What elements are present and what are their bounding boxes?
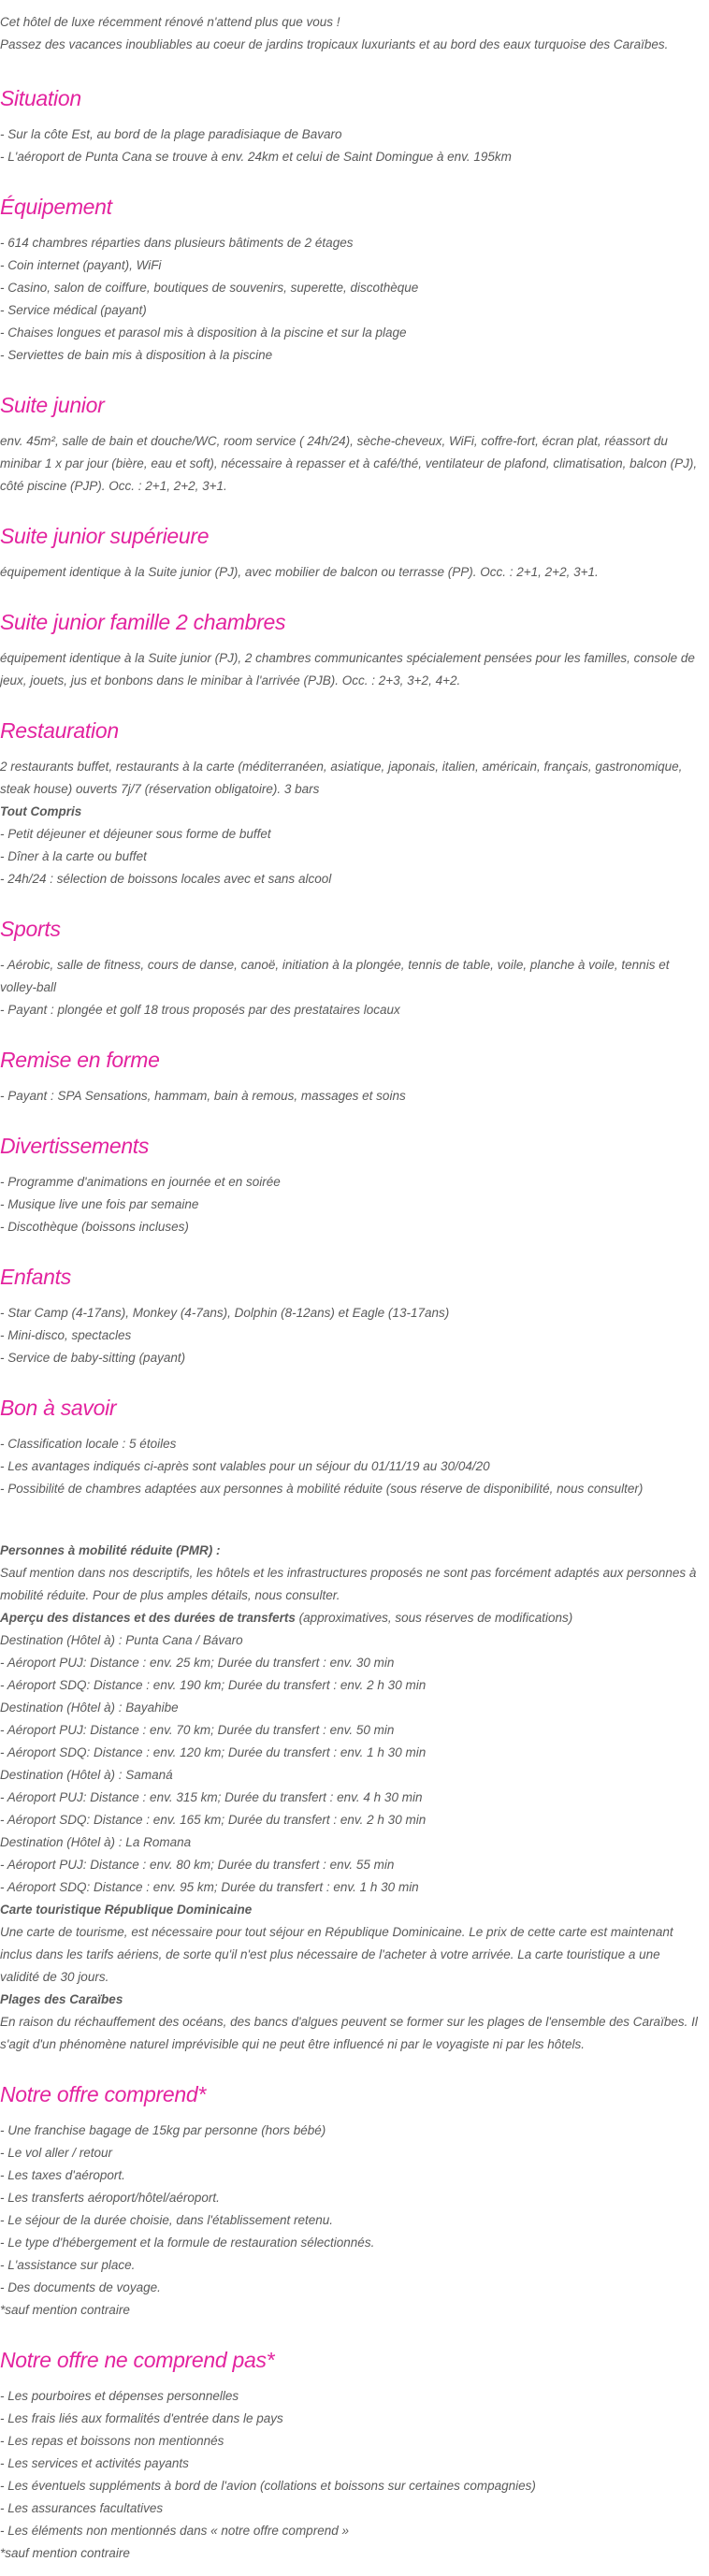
section-line: - Le séjour de la durée choisie, dans l'établissement retenu. <box>0 2213 334 2227</box>
transfer-line: - Aéroport PUJ: Distance : env. 80 km; Durée du transfert : env. 55 min <box>0 1858 395 1872</box>
section-line: équipement identique à la Suite junior (PJ), avec mobilier de balcon ou terrasse (PP). Occ. : 2+1, 2+2, 3+1. <box>0 565 599 579</box>
transfer-line: - Aéroport SDQ: Distance : env. 95 km; Durée du transfert : env. 1 h 30 min <box>0 1880 419 1894</box>
section-line: - Mini-disco, spectacles <box>0 1328 132 1342</box>
section-equipement <box>0 185 702 367</box>
section-line: - Serviettes de bain mis à disposition à la piscine <box>0 348 273 362</box>
section-title: Suite junior famille 2 chambres <box>0 610 286 634</box>
section-subtitle: Tout Compris <box>0 804 82 818</box>
section-line: - L'assistance sur place. <box>0 2258 136 2272</box>
section-line: - Les avantages indiqués ci-après sont valables pour un séjour du 01/11/19 au 30/04/20 <box>0 1459 490 1473</box>
section-body <box>0 1085 702 1107</box>
section-line: équipement identique à la Suite junior (PJ), 2 chambres communicantes spécialement pensées pour les familles, console de jeux, jouets, jus et bonbons dans le minibar à l'arrivée (PJB). Occ. : 2+3, 3+2, 4+2. <box>0 651 695 687</box>
footnote: *sauf mention contraire <box>0 2546 130 2560</box>
section-line: - Aérobic, salle de fitness, cours de danse, canoë, initiation à la plongée, tennis de table, voile, planche à voile, tennis et volley-ball <box>0 958 670 994</box>
section-bon-a-savoir <box>0 1386 702 1500</box>
section-offer-excludes <box>0 2338 702 2565</box>
section-title: Bon à savoir <box>0 1396 117 1420</box>
section-situation <box>0 77 702 168</box>
section-line: - Casino, salon de coiffure, boutiques de souvenirs, superette, discothèque <box>0 281 419 295</box>
section-suite-junior <box>0 384 702 498</box>
tourist-card-title: Carte touristique République Dominicaine <box>0 1903 253 1917</box>
transfer-line: - Aéroport SDQ: Distance : env. 165 km; Durée du transfert : env. 2 h 30 min <box>0 1813 427 1827</box>
section-line: - Les frais liés aux formalités d'entrée dans le pays <box>0 2411 283 2425</box>
section-line: - Possibilité de chambres adaptées aux personnes à mobilité réduite (sous réserve de disponibilité, nous consulter) <box>0 1482 644 1496</box>
transfer-line: - Aéroport PUJ: Distance : env. 25 km; Durée du transfert : env. 30 min <box>0 1656 395 1670</box>
pmr-text: Sauf mention dans nos descriptifs, les hôtels et les infrastructures proposés ne sont pas forcément adaptés aux personnes à mobilité réduite. Pour de plus amples détails, nous consulter. <box>0 1566 697 1602</box>
intro-line: Cet hôtel de luxe récemment rénové n'attend plus que vous ! <box>0 15 340 29</box>
section-title: Remise en forme <box>0 1048 160 1072</box>
tourist-card-text: Une carte de tourisme, est nécessaire pour tout séjour en République Dominicaine. Le prix de cette carte est maintenant inclus dans les tarifs aériens, de sorte qu'il n'est plus nécessaire de l'acheter à votre arrivée. La carte touristique a une validité de 30 jours. <box>0 1925 673 1984</box>
beaches-text: En raison du réchauffement des océans, des bancs d'algues peuvent se former sur les plages de l'ensemble des Caraïbes. Il s'agit d'un phénomène naturel imprévisible qui ne peut être influencé ni par le voyagiste ni par les hôtels. <box>0 2015 698 2051</box>
section-line: - Chaises longues et parasol mis à disposition à la piscine et sur la plage <box>0 326 407 340</box>
section-body <box>0 430 702 498</box>
section-divertissements <box>0 1124 702 1238</box>
section-line: - Payant : plongée et golf 18 trous proposés par des prestataires locaux <box>0 1003 400 1017</box>
section-title: Équipement <box>0 195 112 219</box>
section-line: - Dîner à la carte ou buffet <box>0 849 147 863</box>
section-line: - L'aéroport de Punta Cana se trouve à env. 24km et celui de Saint Domingue à env. 195km <box>0 150 512 164</box>
section-title: Notre offre comprend* <box>0 2082 206 2106</box>
transfer-line: - Aéroport SDQ: Distance : env. 190 km; Durée du transfert : env. 2 h 30 min <box>0 1678 427 1692</box>
section-line: env. 45m², salle de bain et douche/WC, room service ( 24h/24), sèche-cheveux, WiFi, coffre-fort, écran plat, réassort du minibar 1 x par jour (bière, eau et soft), nécessaire à repasser et à café/thé, ventilateur de plafond, climatisation, balcon (PJ), côté piscine (PJP). Occ. : 2+1, 2+2, 3+1. <box>0 434 698 493</box>
transfer-line: - Aéroport PUJ: Distance : env. 70 km; Durée du transfert : env. 50 min <box>0 1723 395 1737</box>
section-body <box>0 647 702 692</box>
section-suite-junior-superieure <box>0 514 702 584</box>
beaches-title: Plages des Caraïbes <box>0 1992 123 2006</box>
section-line: - Payant : SPA Sensations, hammam, bain à remous, massages et soins <box>0 1089 406 1103</box>
section-title: Situation <box>0 86 81 110</box>
transfers-title: Aperçu des distances et des durées de transferts <box>0 1611 296 1625</box>
section-title: Suite junior <box>0 393 105 417</box>
section-line: - Petit déjeuner et déjeuner sous forme de buffet <box>0 827 271 841</box>
footnote: *sauf mention contraire <box>0 2303 130 2317</box>
section-body <box>0 123 702 168</box>
transfer-line: - Aéroport SDQ: Distance : env. 120 km; Durée du transfert : env. 1 h 30 min <box>0 1745 427 1759</box>
section-offer-includes <box>0 2073 702 2322</box>
pmr-title: Personnes à mobilité réduite (PMR) : <box>0 1543 221 1557</box>
section-line: - Les éventuels suppléments à bord de l'avion (collations et boissons sur certaines compagnies) <box>0 2479 536 2493</box>
section-line: - Une franchise bagage de 15kg par personne (hors bébé) <box>0 2123 326 2137</box>
section-line: - 24h/24 : sélection de boissons locales avec et sans alcool <box>0 872 332 886</box>
transfer-line: - Aéroport PUJ: Distance : env. 315 km; Durée du transfert : env. 4 h 30 min <box>0 1790 423 1804</box>
section-line: 2 restaurants buffet, restaurants à la carte (méditerranéen, asiatique, japonais, italien, américain, français, gastronomique, steak house) ouverts 7j/7 (réservation obligatoire). 3 bars <box>0 760 683 796</box>
section-title: Notre offre ne comprend pas* <box>0 2348 275 2372</box>
section-line: - Des documents de voyage. <box>0 2280 161 2294</box>
section-line: - Les éléments non mentionnés dans « notre offre comprend » <box>0 2524 349 2538</box>
section-body <box>0 1302 702 1369</box>
transfer-line: Destination (Hôtel à) : La Romana <box>0 1835 192 1849</box>
section-line: - Coin internet (payant), WiFi <box>0 258 162 272</box>
section-line: - Le vol aller / retour <box>0 2146 113 2160</box>
intro-block <box>0 11 702 56</box>
section-line: - Programme d'animations en journée et en soirée <box>0 1175 281 1189</box>
section-line: - Discothèque (boissons incluses) <box>0 1220 189 1234</box>
transfers-note: (approximatives, sous réserves de modifications) <box>295 1611 573 1625</box>
intro-line: Passez des vacances inoubliables au coeur de jardins tropicaux luxuriants et au bord des eaux turquoise des Caraïbes. <box>0 37 669 51</box>
section-line: - Service de baby-sitting (payant) <box>0 1351 186 1365</box>
transfer-line: Destination (Hôtel à) : Punta Cana / Bávaro <box>0 1633 243 1647</box>
section-restauration <box>0 709 702 890</box>
section-title: Enfants <box>0 1265 71 1289</box>
info-block <box>0 1517 702 2056</box>
section-line: - Les taxes d'aéroport. <box>0 2168 125 2182</box>
section-body <box>0 756 702 890</box>
section-body <box>0 561 702 584</box>
section-line: - Les pourboires et dépenses personnelles <box>0 2389 239 2403</box>
section-line: - Le type d'hébergement et la formule de restauration sélectionnés. <box>0 2236 375 2250</box>
section-line: - Sur la côte Est, au bord de la plage paradisiaque de Bavaro <box>0 127 342 141</box>
section-suite-junior-famille <box>0 601 702 692</box>
section-title: Restauration <box>0 718 119 743</box>
section-line: - Les repas et boissons non mentionnés <box>0 2434 224 2448</box>
section-line: - Musique live une fois par semaine <box>0 1197 199 1211</box>
section-sports <box>0 907 702 1021</box>
section-enfants <box>0 1255 702 1369</box>
section-title: Divertissements <box>0 1134 150 1158</box>
section-line: - Les transferts aéroport/hôtel/aéroport. <box>0 2191 220 2205</box>
section-body <box>0 954 702 1021</box>
section-line: - Star Camp (4-17ans), Monkey (4-7ans), Dolphin (8-12ans) et Eagle (13-17ans) <box>0 1306 450 1320</box>
section-title: Suite junior supérieure <box>0 524 210 548</box>
section-line: - Classification locale : 5 étoiles <box>0 1437 177 1451</box>
section-body <box>0 2120 702 2322</box>
section-body <box>0 1171 702 1238</box>
section-body <box>0 232 702 367</box>
section-body <box>0 1433 702 1500</box>
section-body <box>0 2385 702 2565</box>
section-line: - Service médical (payant) <box>0 303 147 317</box>
transfer-line: Destination (Hôtel à) : Bayahibe <box>0 1700 179 1715</box>
section-line: - 614 chambres réparties dans plusieurs bâtiments de 2 étages <box>0 236 354 250</box>
section-line: - Les services et activités payants <box>0 2456 189 2470</box>
section-title: Sports <box>0 917 61 941</box>
transfer-line: Destination (Hôtel à) : Samaná <box>0 1768 173 1782</box>
section-remise-en-forme <box>0 1038 702 1107</box>
section-line: - Les assurances facultatives <box>0 2501 164 2515</box>
transfers-heading <box>0 1607 702 1629</box>
